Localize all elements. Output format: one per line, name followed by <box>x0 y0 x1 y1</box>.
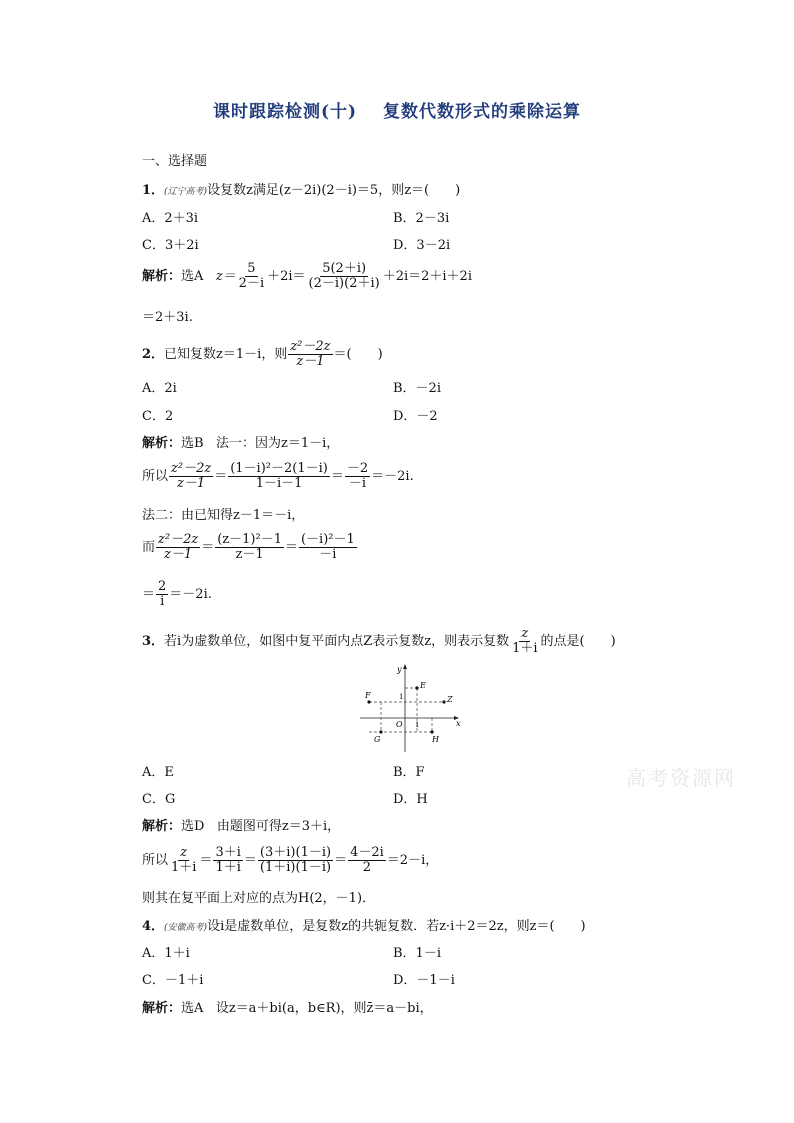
point-e <box>415 686 418 689</box>
q1-sol-tail: ＋2i＝2＋i＋2i <box>382 269 472 284</box>
label-x: x <box>456 719 461 728</box>
q3-l2-f1d: 1＋i <box>171 860 197 875</box>
title-part2: 复数代数形式的乘除运算 <box>383 102 582 122</box>
q2-sol-method1: 法一：因为z＝1－i， <box>215 436 340 451</box>
q2-l2-pre: 所以 <box>142 469 169 484</box>
q2-sol-line1 <box>142 436 339 452</box>
q3-l2-tail: ＝2－i， <box>386 853 439 868</box>
q1-frac1-num: 5 <box>247 261 256 276</box>
label-y: y <box>397 665 402 674</box>
q2-l2-eq2: ＝ <box>330 469 344 484</box>
q4-option-d[interactable]: D．－1－i <box>393 973 455 988</box>
q3-stem-den: 1＋i <box>512 641 538 656</box>
point-z <box>442 700 445 703</box>
q2-sol-label: 解析： <box>142 436 182 451</box>
label-h: H <box>432 735 439 744</box>
q3-l2-f2d: 1＋i <box>215 860 241 875</box>
q3-l2-f4d: 2 <box>362 860 372 875</box>
q2-sol-line5 <box>142 580 212 609</box>
q3-l2-frac4 <box>348 846 386 875</box>
point-g <box>379 730 382 733</box>
point-f <box>367 700 370 703</box>
q2-l5-fn: 2 <box>158 579 167 594</box>
page-title <box>0 97 794 122</box>
q3-stem-a: 若i为虚数单位，如图中复平面内点Z表示复数z，则表示复数 <box>164 634 510 649</box>
q3-option-d[interactable]: D．H <box>393 792 428 807</box>
q3-sol-line2 <box>142 846 438 875</box>
q2-l4-f2d: z－1 <box>235 547 264 562</box>
q2-sol-line4 <box>142 533 358 562</box>
q2-stem-a: 已知复数z＝1－i，则 <box>164 347 288 362</box>
q2-l5-frac <box>156 580 168 609</box>
q3-l2-f2n: 3＋i <box>215 845 241 860</box>
label-f: F <box>365 691 371 700</box>
q2-l2-tail: ＝－2i. <box>371 469 414 484</box>
q2-l2-f3d: －i <box>348 476 367 491</box>
q1-option-a[interactable]: A．2＋3i <box>142 211 199 226</box>
q4-source: (安徽高考) <box>164 923 208 933</box>
q2-l5-pre: ＝ <box>142 587 156 602</box>
q2-l5-tail: ＝－2i. <box>169 587 212 602</box>
q1-sol-mid: ＋2i＝ <box>267 269 306 284</box>
q3-stem-num: z <box>521 626 529 641</box>
q3-l2-frac1 <box>169 846 198 875</box>
y-axis-arrow <box>403 664 407 669</box>
q3-l2-eq1: ＝ <box>199 853 213 868</box>
q2-stem <box>142 340 383 369</box>
q4-solution <box>142 1001 433 1017</box>
point-h <box>430 730 433 733</box>
q4-stem <box>142 919 586 936</box>
label-e: E <box>420 681 426 690</box>
q2-l2-frac2 <box>228 462 330 491</box>
q1-frac2-num: 5(2＋i) <box>322 261 367 276</box>
q2-l2-f2n: (1－i)²－2(1－i) <box>230 461 328 476</box>
q2-l2-frac1 <box>169 462 213 491</box>
q1-sol-line2: ＝2＋3i. <box>142 310 193 325</box>
q1-frac1-den: 2－i <box>238 276 265 291</box>
q4-sol-text: 设z＝a＋bi(a，b∈R)，则z̄＝a－bi， <box>215 1001 433 1016</box>
complex-plane-figure <box>355 660 465 756</box>
q3-l2-f4n: 4－2i <box>350 845 384 860</box>
q2-l4-f2n: (z－1)²－1 <box>217 532 282 547</box>
q2-l4-eq1: ＝ <box>201 540 215 555</box>
q2-option-a[interactable]: A．2i <box>142 381 177 396</box>
q2-l2-f2d: 1－i－1 <box>255 476 303 491</box>
q2-l2-frac3 <box>345 462 370 491</box>
q2-l4-f3n: (－i)²－1 <box>300 532 355 547</box>
label-one-x: 1 <box>415 721 420 729</box>
q2-l2-f1n: z²－2z <box>171 461 212 476</box>
label-g: G <box>374 735 381 744</box>
q1-stem <box>142 183 460 200</box>
q2-l4-frac2 <box>215 533 284 562</box>
q2-l5-fd: i <box>160 594 165 609</box>
q3-l2-frac3 <box>258 846 333 875</box>
q2-stem-frac <box>288 340 332 369</box>
q4-sol-label: 解析： <box>142 1001 182 1016</box>
q3-l2-f3d: (1＋i)(1－i) <box>259 860 332 875</box>
q4-stem-text: 设i是虚数单位，是复数z的共轭复数．若z·i＋2＝2z，则z＝( ) <box>207 919 586 934</box>
q2-stem-b: ＝( ) <box>333 347 383 362</box>
label-one-y: 1 <box>399 693 404 701</box>
q3-l2-f3n: (3＋i)(1－i) <box>259 845 332 860</box>
q2-l4-f1d: z－1 <box>164 547 193 562</box>
label-origin: O <box>396 720 403 729</box>
q4-sol-choice: 选A <box>181 1001 204 1016</box>
q1-sol-choice: 选A <box>181 269 204 284</box>
q1-frac2 <box>307 262 382 291</box>
q1-sol-z: z＝ <box>215 269 236 284</box>
q2-l4-frac3 <box>299 533 357 562</box>
q3-l2-f1n: z <box>180 845 188 860</box>
q3-option-c[interactable]: C．G <box>142 792 176 807</box>
q3-sol-label: 解析： <box>142 819 182 834</box>
q1-frac1 <box>237 262 266 291</box>
q3-l2-frac2 <box>213 846 242 875</box>
q3-stem-b: 的点是( ) <box>540 634 616 649</box>
q3-l2-eq3: ＝ <box>334 853 348 868</box>
watermark: 高考资源网 <box>626 766 736 790</box>
q1-stem-text: 设复数z满足(z－2i)(2－i)＝5，则z＝( ) <box>207 183 461 198</box>
q3-sol-line1 <box>142 819 340 835</box>
q4-option-a[interactable]: A．1＋i <box>142 946 190 961</box>
q3-l2-pre: 所以 <box>142 853 169 868</box>
q2-l2-f1d: z－1 <box>177 476 206 491</box>
q3-sol-line3: 则其在复平面上对应的点为H(2，－1)． <box>142 891 376 906</box>
q3-stem <box>142 627 616 656</box>
q1-frac2-den: (2－i)(2＋i) <box>308 276 380 291</box>
q2-sol-line3: 法二：由已知得z－1＝－i， <box>142 508 305 523</box>
q2-stem-den: z－1 <box>296 354 325 369</box>
q4-number: 4． <box>142 919 165 934</box>
q2-option-d[interactable]: D．－2 <box>393 409 438 424</box>
q1-number: 1． <box>142 183 165 198</box>
q2-number: 2． <box>142 347 165 362</box>
q1-sol-label: 解析： <box>142 269 182 284</box>
q3-sol-text1: 由题图可得z＝3＋i， <box>216 819 341 834</box>
q1-solution <box>142 262 472 291</box>
q4-option-b[interactable]: B．1－i <box>393 946 441 961</box>
q2-sol-choice: 选B <box>181 436 204 451</box>
q2-l4-frac1 <box>156 533 200 562</box>
q2-l4-f3d: －i <box>319 547 337 562</box>
q2-l2-eq1: ＝ <box>214 469 228 484</box>
q3-option-a[interactable]: A．E <box>142 765 174 780</box>
q3-number: 3． <box>142 634 165 649</box>
q2-l4-eq2: ＝ <box>284 540 298 555</box>
section-heading: 一、选择题 <box>142 154 208 169</box>
q2-option-c[interactable]: C．2 <box>142 409 174 424</box>
q2-stem-num: z²－2z <box>290 339 331 354</box>
label-z: Z <box>447 695 453 704</box>
q3-stem-frac <box>510 627 539 656</box>
q2-l4-pre: 而 <box>142 540 156 555</box>
q3-option-b[interactable]: B．F <box>393 765 425 780</box>
q1-option-b[interactable]: B．2－3i <box>393 211 450 226</box>
q2-l4-f1n: z²－2z <box>158 532 199 547</box>
title-part1: 课时跟踪检测(十) <box>212 102 358 122</box>
q4-option-c[interactable]: C．－1＋i <box>142 973 204 988</box>
q2-sol-line2 <box>142 462 414 491</box>
q1-source: (辽宁高考) <box>164 187 208 197</box>
q2-option-b[interactable]: B．－2i <box>393 381 441 396</box>
q3-l2-eq2: ＝ <box>243 853 257 868</box>
q1-option-c[interactable]: C．3＋2i <box>142 238 199 253</box>
q1-option-d[interactable]: D．3－2i <box>393 238 451 253</box>
q3-sol-choice: 选D <box>181 819 205 834</box>
q2-l2-f3n: －2 <box>346 461 369 476</box>
